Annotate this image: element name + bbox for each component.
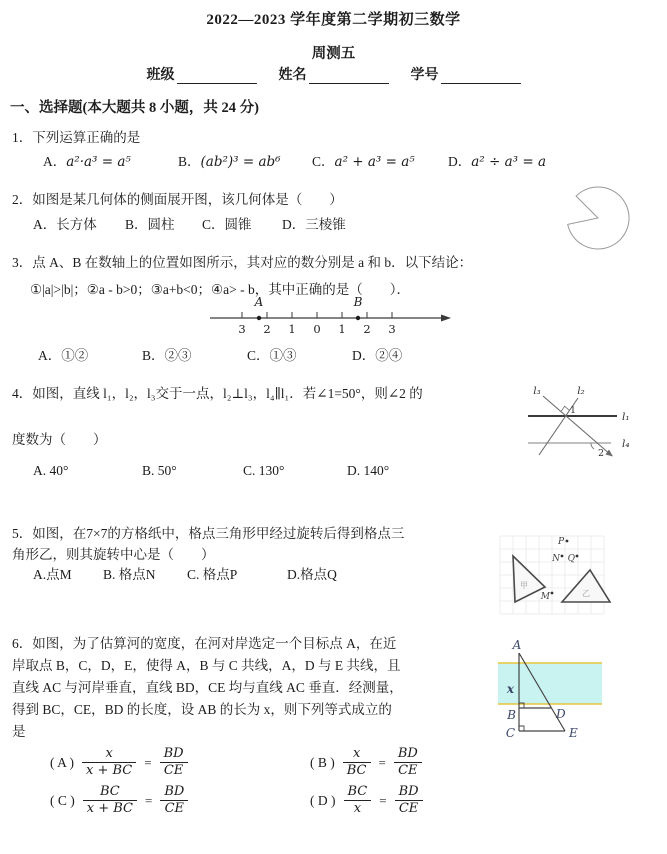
q5-option-d: D.格点Q [287, 567, 337, 582]
q6-stem-line2: 岸取点 B，C，D，E，使得 A，B 与 C 共线，A，D 与 E 共线，且 [12, 658, 401, 673]
line-l3 [543, 396, 611, 455]
q6-option-b-right-fraction: $\frac{BD}{CE}$ [394, 747, 422, 779]
cone-lateral-net-figure [558, 183, 638, 253]
point-e-label: E [569, 726, 578, 740]
q1-option-a-label: A． [43, 154, 67, 169]
q1-option-b-formula: (ab²)³ = ab⁶ [200, 154, 281, 170]
point-b-label: B [353, 295, 363, 309]
q4-options [0, 463, 667, 483]
test-subtitle: 周测五 [311, 46, 356, 62]
q2-stem: 2．如图是某几何体的侧面展开图，该几何体是（ ） [12, 192, 343, 207]
q1-option-c [312, 150, 415, 170]
q6-option-c-label: ( C ) [50, 792, 75, 808]
point-b-dot [356, 316, 360, 320]
svg-text:0: 0 [313, 322, 321, 336]
svg-text:3: 3 [238, 322, 246, 336]
q1-option-a-formula: a²·a³ = a⁵ [66, 154, 131, 170]
q4-option-d: D. 140° [347, 463, 390, 478]
river-width-figure [490, 636, 615, 751]
right-angle-mark [561, 406, 569, 411]
angle2-label: 2 [598, 448, 605, 459]
q1-option-c-label: C． [312, 154, 335, 169]
triangle-jia-label: 甲 [520, 581, 528, 590]
q1-option-b [178, 150, 281, 170]
q2-option-c: C．圆锥 [202, 217, 252, 232]
q4-option-a: A. 40° [33, 463, 69, 478]
equals-sign: = [378, 754, 386, 770]
q1-option-a [43, 150, 131, 170]
line-l1-label: l₁ [622, 411, 630, 423]
q3-option-d: D．②④ [352, 348, 403, 363]
page-title: 2022—2023 学年度第二学期初三数学 [206, 12, 461, 28]
student-id-blank-line [441, 68, 521, 84]
equals-sign: = [144, 792, 153, 808]
q2-option-b: B．圆柱 [125, 217, 175, 232]
point-m-label: M [540, 592, 550, 602]
q3-stem-line2: ①|a|>|b|；②a - b>0；③a+b<0；④a> - b，其中正确的是（ ）． [30, 282, 410, 297]
axis-tick-labels [238, 322, 395, 336]
svg-text:2: 2 [363, 322, 371, 336]
q1-options [0, 150, 667, 170]
svg-text:1: 1 [338, 322, 346, 336]
q3-stem-line1: 3．点 A、B 在数轴上的位置如图所示，其对应的数分别是 a 和 b．以下结论： [12, 255, 473, 270]
q6-option-a-label: ( A ) [50, 754, 75, 770]
q5-stem-line1: 5．如图，在7×7的方格纸中，格点三角形甲经过旋转后得到格点三 [12, 526, 405, 541]
q3-option-a: A．①② [38, 348, 89, 363]
angle1-label: 1 [570, 405, 577, 416]
q1-stem: 1．下列运算正确的是 [12, 130, 141, 145]
number-line-figure [195, 295, 465, 340]
q6-option-a-right-fraction: $\frac{BD}{CE}$ [160, 747, 188, 779]
point-p-dot [566, 540, 569, 543]
point-q-label: Q [567, 554, 575, 564]
class-field-label: 班级 [146, 68, 175, 83]
point-m-dot [551, 592, 554, 595]
q6-option-b [310, 747, 422, 779]
point-a-dot [257, 316, 261, 320]
q6-option-a [50, 747, 188, 779]
svg-text:1: 1 [288, 322, 296, 336]
axis-ticks [242, 312, 392, 318]
q6-option-d-label: ( D ) [310, 792, 336, 808]
q6-option-d-left-fraction: $\frac{BC}{x}$ [344, 785, 372, 817]
equals-sign: = [144, 754, 152, 770]
q6-stem-line1: 6．如图，为了估算河的宽度，在河对岸选定一个目标点 A，在近 [12, 636, 397, 651]
q6-option-b-left-fraction: $\frac{x}{BC}$ [343, 747, 371, 779]
point-c-label: C [505, 726, 515, 740]
q3-option-c: C．①③ [247, 348, 297, 363]
q1-option-c-formula: a² + a³ = a⁵ [334, 154, 415, 170]
q2-option-d: D．三棱锥 [282, 217, 346, 232]
line-l3-label: l₃ [533, 385, 541, 397]
name-field [279, 64, 389, 84]
sector-shape [568, 187, 629, 249]
q6-option-c-right-fraction: $\frac{BD}{CE}$ [160, 785, 188, 817]
point-d-label: D [556, 707, 566, 721]
q6-option-c [50, 785, 188, 817]
line-l4-label: l₄ [622, 438, 630, 450]
q6-stem-line5: 是 [12, 724, 26, 739]
q6-option-a-left-fraction: $\frac{x}{x + BC}$ [82, 747, 136, 779]
q1-option-b-label: B． [178, 154, 201, 169]
q4-stem-line2: 度数为（ ） [12, 432, 107, 447]
point-p-label: P [557, 537, 564, 547]
q3-option-b: B．②③ [142, 348, 192, 363]
q1-option-d-label: D． [448, 154, 472, 169]
line-l2-label: l₂ [577, 385, 585, 397]
q6-stem-line4: 得到 BC，CE，BD 的长度，设 AB 的长为 x，则下列等式成立的 [12, 702, 392, 717]
axis-arrowhead [441, 315, 451, 322]
q4-stem-line1: 4．如图，直线 l₁，l₂，l₃交于一点，l₂⊥l₃，l₄∥l₁．若∠1=50°，则∠2 的 [12, 386, 423, 401]
equals-sign: = [379, 792, 387, 808]
q1-option-d [448, 150, 546, 170]
q3-options [0, 344, 667, 364]
point-n-label: N [552, 554, 560, 564]
point-a-label: A [512, 638, 522, 652]
q6-option-d [310, 785, 423, 817]
triangle-yi-label: 乙 [582, 589, 590, 598]
section-heading: 一、选择题(本大题共 8 小题，共 24 分) [10, 100, 259, 116]
student-id-field [411, 64, 521, 84]
point-q-dot [576, 555, 579, 558]
class-blank-line [177, 68, 257, 84]
class-field [147, 64, 257, 84]
q5-options [0, 563, 667, 583]
q5-option-c: C. 格点P [187, 567, 238, 582]
q4-option-b: B. 50° [142, 463, 177, 478]
name-blank-line [309, 68, 389, 84]
right-angle-mark-c [519, 726, 524, 731]
q1-option-d-formula: a² ÷ a³ = a [471, 154, 547, 170]
svg-text:2: 2 [263, 322, 271, 336]
q5-option-b: B. 格点N [103, 567, 156, 582]
point-a-label: A [254, 295, 264, 309]
q5-stem-line2: 角形乙，则其旋转中心是（ ） [12, 547, 215, 562]
q6-option-b-label: ( B ) [310, 754, 335, 770]
point-n-dot [561, 555, 564, 558]
student-info-row [0, 64, 667, 84]
q6-option-c-left-fraction: $\frac{BC}{x + BC}$ [83, 785, 137, 817]
q5-option-a: A.点M [33, 567, 72, 582]
name-field-label: 姓名 [278, 68, 307, 83]
student-id-field-label: 学号 [410, 68, 439, 83]
svg-text:3: 3 [388, 322, 396, 336]
point-b-label: B [507, 708, 516, 722]
q4-option-c: C. 130° [243, 463, 285, 478]
q6-stem-line3: 直线 AC 与河岸垂直，直线 BD，CE 均与直线 AC 垂直．经测量， [12, 680, 403, 695]
q6-option-d-right-fraction: $\frac{BD}{CE}$ [395, 785, 423, 817]
x-length-label: x [506, 682, 514, 696]
q2-option-a: A．长方体 [33, 217, 97, 232]
